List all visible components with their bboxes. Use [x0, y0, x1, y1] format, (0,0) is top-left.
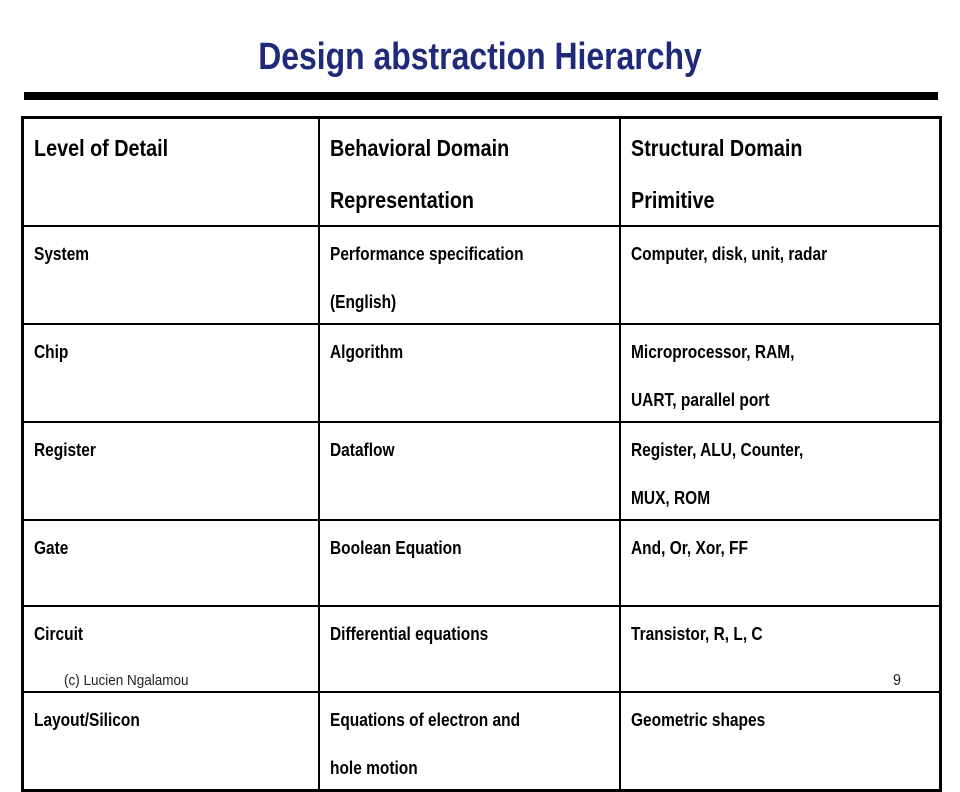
- cell-text: Chip: [34, 342, 69, 362]
- cell-structural: [620, 520, 941, 606]
- cell-level: [23, 520, 319, 606]
- cell-structural: [620, 692, 941, 791]
- cell-text: UART, parallel port: [630, 390, 769, 410]
- cell-text: Register: [34, 440, 96, 460]
- cell-level: [23, 422, 319, 520]
- cell-text: (English): [329, 292, 396, 312]
- table-header-row: [23, 118, 941, 227]
- cell-text: Equations of electron and: [329, 710, 520, 730]
- header-behavioral-line-2: Representation: [329, 187, 474, 213]
- cell-text: Microprocessor, RAM,: [630, 342, 794, 362]
- cell-behavioral: [319, 422, 620, 520]
- cell-level: [23, 226, 319, 324]
- cell-text: hole motion: [329, 758, 418, 778]
- cell-text: Transistor, R, L, C: [630, 624, 763, 644]
- cell-text: Register, ALU, Counter,: [630, 440, 803, 460]
- header-structural-line-1: Structural Domain: [630, 135, 802, 161]
- cell-behavioral: [319, 520, 620, 606]
- cell-text: And, Or, Xor, FF: [630, 538, 748, 558]
- cell-text: Circuit: [34, 624, 84, 644]
- table-row-register: [23, 422, 941, 520]
- cell-behavioral: [319, 226, 620, 324]
- cell-text: Gate: [34, 538, 69, 558]
- cell-text: Differential equations: [329, 624, 488, 644]
- cell-text: Layout/Silicon: [34, 710, 140, 730]
- header-behavioral-line-1: Behavioral Domain: [329, 135, 509, 161]
- cell-text: Performance specification: [329, 244, 524, 264]
- cell-text: Geometric shapes: [630, 710, 765, 730]
- cell-structural: [620, 422, 941, 520]
- footer-copyright: (c) Lucien Ngalamou: [64, 672, 189, 689]
- cell-structural: [620, 324, 941, 422]
- header-level-line-1: Level of Detail: [34, 135, 169, 161]
- cell-structural: [620, 226, 941, 324]
- cell-text: Dataflow: [329, 440, 395, 460]
- table-row-chip: [23, 324, 941, 422]
- hierarchy-table: [21, 116, 942, 792]
- header-cell-behavioral: [319, 118, 620, 227]
- cell-behavioral: [319, 324, 620, 422]
- header-cell-structural: [620, 118, 941, 227]
- cell-text: System: [34, 244, 90, 264]
- header-structural-line-2: Primitive: [630, 187, 715, 213]
- cell-level: [23, 692, 319, 791]
- table-row-gate: [23, 520, 941, 606]
- cell-text: Boolean Equation: [329, 538, 462, 558]
- cell-level: [23, 324, 319, 422]
- table-row-system: [23, 226, 941, 324]
- cell-text: MUX, ROM: [630, 488, 710, 508]
- cell-text: Algorithm: [329, 342, 403, 362]
- page-number: 9: [893, 672, 902, 689]
- slide-title: Design abstraction Hierarchy: [258, 36, 702, 78]
- cell-behavioral: [319, 606, 620, 692]
- cell-behavioral: [319, 692, 620, 791]
- title-divider: [24, 92, 938, 100]
- cell-text: Computer, disk, unit, radar: [630, 244, 827, 264]
- table-row-layout-silicon: [23, 692, 941, 791]
- header-cell-level: [23, 118, 319, 227]
